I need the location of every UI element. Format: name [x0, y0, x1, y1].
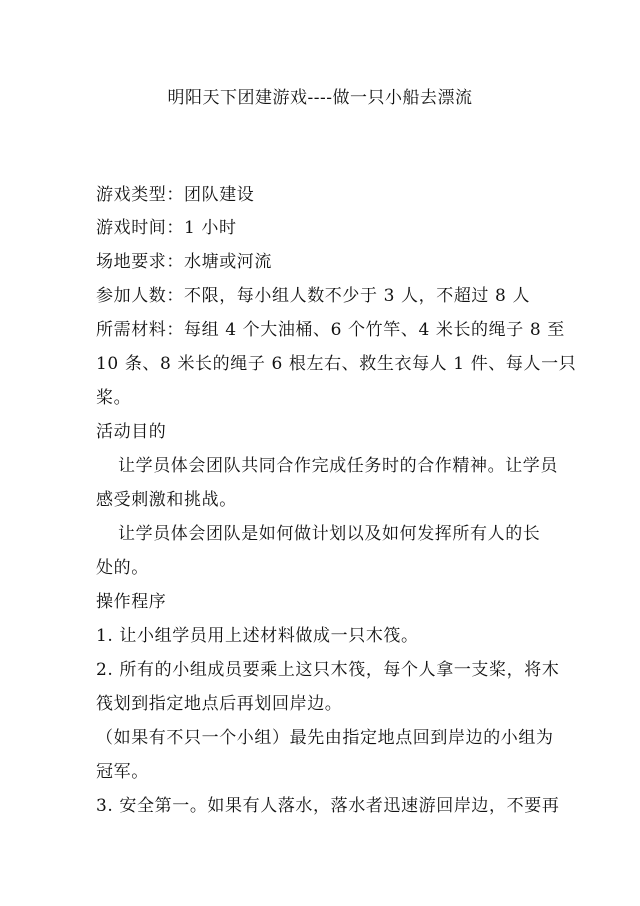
game-time-line: 游戏时间：1 小时: [96, 218, 237, 238]
materials-line-2: 10 条、8 米长的绳子 6 根左右、救生衣每人 1 件、每人一只: [96, 354, 577, 374]
procedure-step-2-line-1: 2. 所有的小组成员要乘上这只木筏，每个人拿一支桨，将木: [96, 660, 560, 680]
procedure-note-line-1: （如果有不只一个小组）最先由指定地点回到岸边的小组为: [96, 728, 554, 748]
game-type-line: 游戏类型：团队建设: [96, 185, 255, 205]
purpose-paragraph-2-line-1: 让学员体会团队是如何做计划以及如何发挥所有人的长: [118, 524, 541, 544]
purpose-paragraph-1-line-2: 感受刺激和挑战。: [96, 490, 237, 510]
purpose-paragraph-2-line-2: 处的。: [96, 558, 149, 578]
document-title: 明阳天下团建游戏----做一只小船去漂流: [167, 88, 473, 108]
procedure-note-line-2: 冠军。: [96, 762, 149, 782]
purpose-heading: 活动目的: [96, 422, 167, 442]
procedure-step-1: 1. 让小组学员用上述材料做成一只木筏。: [96, 626, 419, 646]
purpose-paragraph-1-line-1: 让学员体会团队共同合作完成任务时的合作精神。让学员: [118, 456, 558, 476]
participants-line: 参加人数：不限，每小组人数不少于 3 人，不超过 8 人: [96, 286, 531, 306]
procedure-heading: 操作程序: [96, 592, 167, 612]
venue-line: 场地要求：水塘或河流: [96, 252, 272, 272]
materials-line-1: 所需材料：每组 4 个大油桶、6 个竹竿、4 米长的绳子 8 至: [96, 320, 565, 340]
procedure-step-3: 3. 安全第一。如果有人落水，落水者迅速游回岸边，不要再: [96, 796, 560, 816]
materials-line-3: 桨。: [96, 388, 132, 408]
procedure-step-2-line-2: 筏划到指定地点后再划回岸边。: [96, 694, 343, 714]
